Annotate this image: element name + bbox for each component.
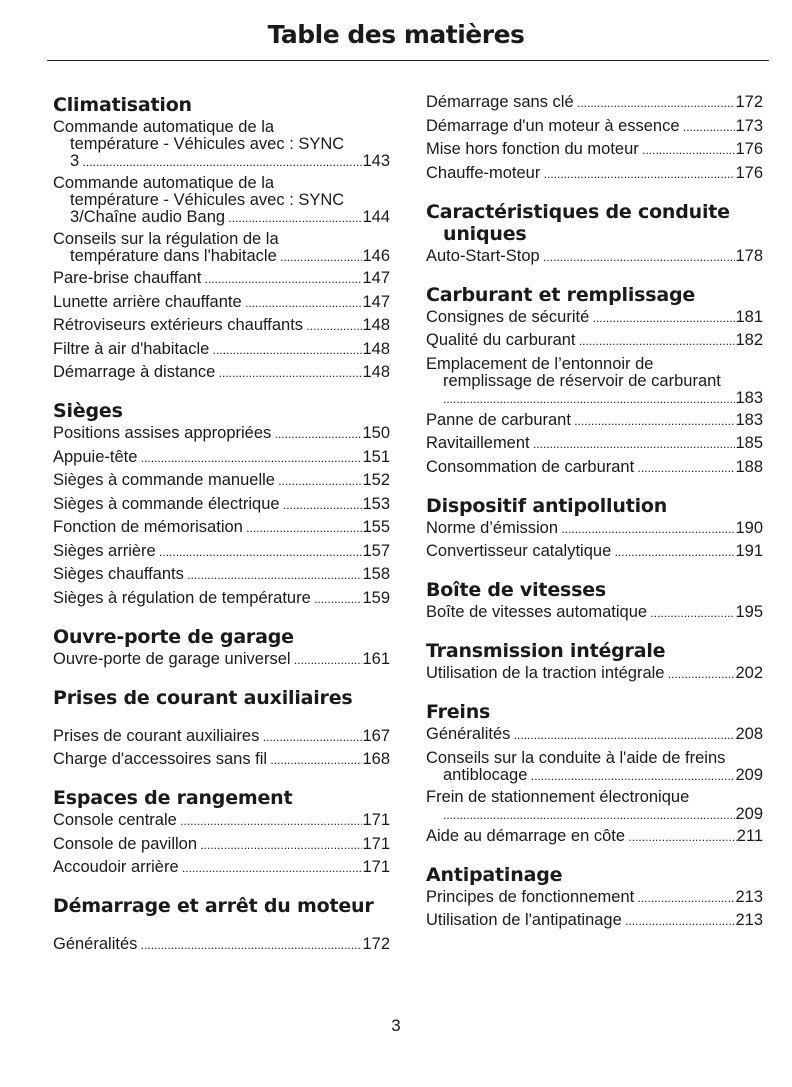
entry-title: Aide au démarrage en côte ..... (426, 828, 737, 846)
entry-title: 3/Chaîne audio Bang ..... (70, 209, 362, 227)
page-ref: 191 (735, 542, 763, 560)
page-ref: 171 (362, 858, 390, 876)
toc-entry[interactable] (426, 141, 763, 159)
entry-title: Convertisseur catalytique ..... (426, 543, 735, 561)
entry-title: température dans l'habitacle ..... (70, 248, 362, 266)
toc-entry[interactable] (426, 889, 763, 907)
entry-title: Auto-Start-Stop ..... (426, 248, 735, 266)
page-ref: 209 (735, 765, 763, 784)
page-ref: 147 (362, 292, 390, 311)
toc-entry[interactable] (426, 435, 763, 453)
entry-line: Commande automatique de la (53, 118, 275, 136)
section-title: Antipatinage (426, 863, 563, 886)
toc-entry[interactable] (53, 341, 390, 359)
toc-entry[interactable] (53, 751, 390, 769)
entry-title: Panne de carburant ..... (426, 412, 735, 430)
entry-title: Sièges à régulation de température ..... (53, 590, 362, 608)
entry-title: Ouvre-porte de garage universel ..... (53, 651, 362, 669)
toc-entry[interactable] (53, 836, 390, 854)
page-ref: 213 (735, 887, 763, 906)
toc-entry[interactable] (53, 590, 390, 608)
entry-title: Accoudoir arrière ..... (53, 859, 362, 877)
page-ref: 195 (735, 603, 763, 621)
toc-section-antipatinage (426, 864, 763, 931)
section-title: Climatisation (53, 94, 192, 116)
entry-title: Sièges arrière ..... (53, 543, 362, 561)
section-title: Démarrage et arrêt du moteur (53, 895, 374, 917)
toc-entry[interactable] (53, 496, 390, 514)
page-ref: 150 (362, 424, 390, 442)
page-ref: 153 (362, 494, 390, 513)
page-ref: 161 (362, 649, 390, 668)
page-ref: 181 (735, 307, 763, 326)
entry-line: Emplacement de l’entonnoir de (426, 354, 654, 373)
toc-entry[interactable] (426, 604, 763, 622)
toc-entry[interactable] (53, 472, 390, 490)
page-ref: 172 (735, 93, 763, 111)
toc-entry[interactable] (426, 912, 763, 930)
entry-title: Boîte de vitesses automatique ..... (426, 604, 735, 622)
toc-entry[interactable] (53, 317, 390, 335)
entry-title: Fonction de mémorisation ..... (53, 519, 362, 537)
entry-title: Utilisation de la traction intégrale ..... (426, 665, 735, 683)
page-ref: 188 (735, 457, 763, 476)
page-title: Table des matières (267, 20, 525, 49)
entry-title: Démarrage d'un moteur à essence ..... (426, 118, 735, 136)
entry-title: Charge d'accessoires sans fil ..... (53, 751, 362, 769)
toc-entry[interactable] (426, 828, 763, 846)
entry-title: Filtre à air d'habitacle ..... (53, 341, 362, 359)
toc-entry[interactable] (426, 412, 763, 430)
page-ref: 209 (735, 804, 763, 823)
entry-line: Commande automatique de la (53, 174, 275, 192)
toc-section-climatisation (53, 94, 390, 382)
entry-title: Prises de courant auxiliaires ..... (53, 728, 362, 746)
page-ref: 151 (362, 447, 390, 466)
entry-title: Consommation de carburant ..... (426, 459, 735, 477)
entry-line: Conseils sur la conduite à l'aide de freins (426, 748, 726, 767)
page-ref: 173 (735, 116, 763, 135)
page-number: 3 (391, 1016, 401, 1035)
page-ref: 168 (362, 750, 390, 768)
entry-title: antiblocage ..... (443, 767, 735, 785)
entry-title: Démarrage sans clé ..... (426, 94, 735, 112)
toc-entry[interactable] (53, 119, 390, 171)
entry-title: Sièges chauffants ..... (53, 566, 362, 584)
entry-line: Frein de stationnement électronique (426, 787, 690, 806)
toc-entry[interactable] (426, 750, 763, 785)
section-title: Prises de courant auxiliaires (53, 686, 353, 709)
toc-entry[interactable] (426, 118, 763, 136)
page-ref: 190 (735, 518, 763, 537)
toc-entry[interactable] (53, 294, 390, 312)
toc-section-sieges (53, 400, 390, 608)
page-ref: 185 (735, 434, 763, 452)
entry-title: Console de pavillon ..... (53, 836, 362, 854)
toc-entry[interactable] (426, 789, 763, 824)
section-title: Transmission intégrale (426, 640, 666, 662)
title-divider (47, 60, 769, 61)
entry-title: Pare-brise chauffant ..... (53, 270, 362, 288)
entry-title: Démarrage à distance ..... (53, 364, 362, 382)
page-ref: 143 (362, 152, 390, 170)
toc-entry[interactable] (53, 936, 390, 954)
entry-title: Qualité du carburant ..... (426, 332, 735, 350)
entry-title: Console centrale ..... (53, 812, 362, 830)
entry-title: Principes de fonctionnement ..... (426, 889, 735, 907)
toc-entry[interactable] (426, 309, 763, 327)
toc-section-continued (426, 94, 763, 183)
toc-left-column (53, 92, 390, 960)
section-title: Caractéristiques de conduite uniques (426, 200, 730, 245)
entry-title: Mise hors fonction du moteur ..... (426, 141, 735, 159)
page-ref: 152 (362, 471, 390, 489)
entry-leader (443, 390, 735, 408)
toc-entry[interactable] (426, 332, 763, 350)
page-ref: 182 (735, 331, 763, 349)
page-ref: 167 (362, 726, 390, 745)
page-ref: 178 (735, 246, 763, 265)
toc-entry[interactable] (53, 425, 390, 443)
page-ref: 146 (362, 247, 390, 265)
page-ref: 213 (735, 911, 763, 929)
entry-title: Norme d’émission ..... (426, 520, 735, 538)
entry-title: Appuie-tête ..... (53, 449, 362, 467)
toc-entry[interactable] (426, 356, 763, 408)
entry-title: Consignes de sécurité ..... (426, 309, 735, 327)
toc-entry[interactable] (53, 270, 390, 288)
toc-entry[interactable] (53, 859, 390, 877)
toc-entry[interactable] (53, 728, 390, 746)
entry-title: Utilisation de l'antipatinage ..... (426, 912, 735, 930)
toc-entry[interactable] (426, 165, 763, 183)
entry-title: Rétroviseurs extérieurs chauffants ..... (53, 317, 362, 335)
toc-entry[interactable] (53, 812, 390, 830)
page-ref: 171 (362, 811, 390, 829)
entry-line: remplissage de réservoir de carburant (443, 371, 721, 390)
toc-entry[interactable] (426, 543, 763, 561)
page-ref: 208 (735, 725, 763, 743)
page-ref: 158 (362, 565, 390, 583)
section-title: Espaces de rangement (53, 787, 293, 809)
page-ref: 176 (735, 163, 763, 182)
entry-title: Chauffe-moteur ..... (426, 165, 735, 183)
section-title: Boîte de vitesses (426, 579, 607, 601)
section-title: Freins (426, 701, 491, 723)
toc-section-rangement (53, 787, 390, 877)
toc-section-antipollution (426, 495, 763, 562)
toc-entry[interactable] (53, 231, 390, 266)
entry-title: Positions assises appropriées ..... (53, 425, 362, 443)
section-title: Dispositif antipollution (426, 494, 668, 517)
entry-line: température - Véhicules avec : SYNC (70, 135, 345, 153)
page-ref: 172 (362, 935, 390, 953)
toc-entry[interactable] (53, 449, 390, 467)
page-ref: 157 (362, 541, 390, 560)
entry-title: Généralités ..... (426, 726, 735, 744)
toc-entry[interactable] (53, 566, 390, 584)
entry-line: Conseils sur la régulation de la (53, 230, 279, 248)
section-title: Sièges (53, 400, 123, 422)
toc-section-carburant (426, 284, 763, 477)
page-ref: 147 (362, 269, 390, 287)
entry-title: Lunette arrière chauffante ..... (53, 294, 362, 312)
toc-entry[interactable] (426, 94, 763, 112)
page-ref: 183 (735, 410, 763, 429)
toc-section-prises (53, 687, 390, 770)
page-ref: 148 (362, 363, 390, 381)
page-ref: 211 (736, 826, 763, 845)
page-ref: 148 (362, 339, 390, 358)
toc-right-column (426, 94, 763, 936)
toc-entry[interactable] (53, 519, 390, 537)
page-ref: 176 (735, 140, 763, 158)
toc-entry[interactable] (426, 665, 763, 683)
page-ref: 144 (362, 208, 390, 226)
section-title: Carburant et remplissage (426, 283, 696, 306)
toc-entry[interactable] (53, 543, 390, 561)
entry-title: Ravitaillement ..... (426, 435, 735, 453)
toc-section-freins (426, 701, 763, 846)
page-ref: 202 (735, 664, 763, 682)
page-ref: 159 (362, 588, 390, 607)
toc-section-demarrage (53, 895, 390, 954)
toc-section-ouvre-porte (53, 626, 390, 669)
page-ref: 183 (735, 388, 763, 407)
toc-entry[interactable] (53, 175, 390, 227)
entry-line: température - Véhicules avec : SYNC (70, 191, 345, 209)
toc-entry[interactable] (53, 651, 390, 669)
toc-entry[interactable] (426, 248, 763, 266)
toc-entry[interactable] (426, 726, 763, 744)
entry-title: Sièges à commande électrique ..... (53, 496, 362, 514)
toc-entry[interactable] (426, 459, 763, 477)
page-ref: 148 (362, 316, 390, 334)
section-title: Ouvre-porte de garage (53, 625, 294, 648)
toc-section-boite (426, 579, 763, 622)
entry-title: 3 ..... (70, 153, 362, 171)
entry-title: Généralités ..... (53, 936, 362, 954)
toc-entry[interactable] (53, 364, 390, 382)
page-ref: 155 (362, 518, 390, 536)
toc-section-conduite (426, 201, 763, 266)
page-ref: 171 (362, 834, 390, 853)
entry-leader (443, 806, 735, 824)
entry-title: Sièges à commande manuelle ..... (53, 472, 362, 490)
toc-entry[interactable] (426, 520, 763, 538)
toc-section-transmission (426, 640, 763, 683)
